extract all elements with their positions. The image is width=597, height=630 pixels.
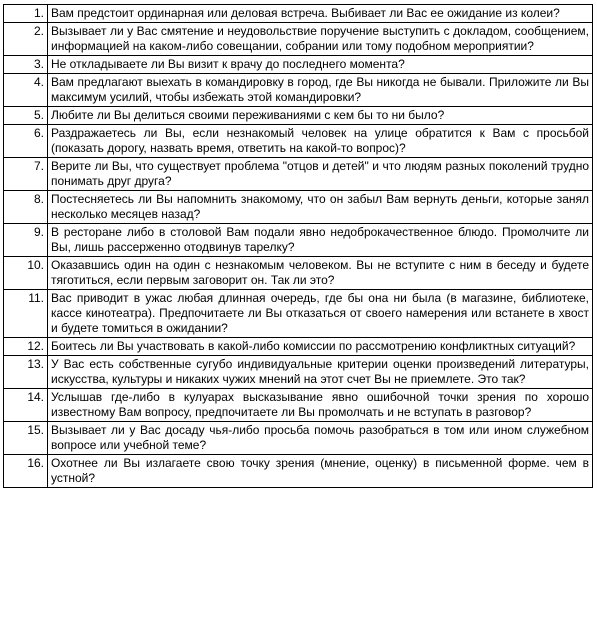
question-number: 10. bbox=[4, 257, 48, 290]
question-row bbox=[4, 257, 593, 290]
question-number: 13. bbox=[4, 356, 48, 389]
questionnaire-body bbox=[4, 5, 593, 488]
question-row bbox=[4, 5, 593, 23]
question-number: 2. bbox=[4, 23, 48, 56]
question-text: Вас приводит в ужас любая длинная очередь, где бы она ни была (в магазине, библиотеке, кассе кинотеатра). Предпочитаете ли Вы отказаться от своего намерения или встанете в хвост и будете томиться в ожидании? bbox=[48, 290, 593, 338]
question-text: Вам предлагают выехать в командировку в город, где Вы никогда не бывали. Приложите ли Вы максимум усилий, чтобы избежать этой командировки? bbox=[48, 74, 593, 107]
question-text: Вызывает ли у Вас досаду чья-либо просьба помочь разобраться в том или ином служебном вопросе или учебной теме? bbox=[48, 422, 593, 455]
question-number: 7. bbox=[4, 158, 48, 191]
question-number: 6. bbox=[4, 125, 48, 158]
question-row bbox=[4, 389, 593, 422]
question-row bbox=[4, 290, 593, 338]
question-row bbox=[4, 56, 593, 74]
question-text: Оказавшись один на один с незнакомым человеком. Вы не вступите с ним в беседу и будете тяготиться, если первым заговорит он. Так ли это? bbox=[48, 257, 593, 290]
question-row bbox=[4, 125, 593, 158]
question-text: Любите ли Вы делиться своими переживаниями с кем бы то ни было? bbox=[48, 107, 593, 125]
question-text: В ресторане либо в столовой Вам подали явно недоброкачественное блюдо. Промолчите ли Вы, лишь рассерженно отодвинув тарелку? bbox=[48, 224, 593, 257]
question-number: 3. bbox=[4, 56, 48, 74]
question-text: Вызывает ли у Вас смятение и неудовольствие поручение выступить с докладом, сообщением, информацией на каком-либо совещании, собрании или тому подобном мероприятии? bbox=[48, 23, 593, 56]
question-text: Боитесь ли Вы участвовать в какой-либо комиссии по рассмотрению конфликтных ситуаций? bbox=[48, 338, 593, 356]
question-text: Верите ли Вы, что существует проблема "отцов и детей" и что людям разных поколений трудно понимать друг друга? bbox=[48, 158, 593, 191]
question-text: Услышав где-либо в кулуарах высказывание явно ошибочной точки зрения по хорошо известному Вам вопросу, предпочитаете ли Вы промолчать и не вступать в разговор? bbox=[48, 389, 593, 422]
question-text: Охотнее ли Вы излагаете свою точку зрения (мнение, оценку) в письменной форме. чем в устной? bbox=[48, 455, 593, 488]
question-number: 15. bbox=[4, 422, 48, 455]
question-row bbox=[4, 338, 593, 356]
question-row bbox=[4, 107, 593, 125]
question-row bbox=[4, 224, 593, 257]
question-row bbox=[4, 422, 593, 455]
question-number: 9. bbox=[4, 224, 48, 257]
question-number: 5. bbox=[4, 107, 48, 125]
question-text: Вам предстоит ординарная или деловая встреча. Выбивает ли Вас ее ожидание из колеи? bbox=[48, 5, 593, 23]
question-number: 16. bbox=[4, 455, 48, 488]
question-number: 11. bbox=[4, 290, 48, 338]
question-row bbox=[4, 455, 593, 488]
question-text: Постесняетесь ли Вы напомнить знакомому, что он забыл Вам вернуть деньги, которые занял несколько месяцев назад? bbox=[48, 191, 593, 224]
question-number: 12. bbox=[4, 338, 48, 356]
question-number: 8. bbox=[4, 191, 48, 224]
question-text: Не откладываете ли Вы визит к врачу до последнего момента? bbox=[48, 56, 593, 74]
question-row bbox=[4, 356, 593, 389]
question-number: 1. bbox=[4, 5, 48, 23]
question-number: 4. bbox=[4, 74, 48, 107]
question-row bbox=[4, 23, 593, 56]
question-row bbox=[4, 158, 593, 191]
question-text: Раздражаетесь ли Вы, если незнакомый человек на улице обратится к Вам с просьбой (показать дорогу, назвать время, ответить на какой-то вопрос)? bbox=[48, 125, 593, 158]
question-text: У Вас есть собственные сугубо индивидуальные критерии оценки произведений литературы, искусства, культуры и никаких чужих мнений на этот счет Вы не приемлете. Это так? bbox=[48, 356, 593, 389]
question-row bbox=[4, 191, 593, 224]
questionnaire-table bbox=[3, 4, 593, 488]
question-row bbox=[4, 74, 593, 107]
question-number: 14. bbox=[4, 389, 48, 422]
